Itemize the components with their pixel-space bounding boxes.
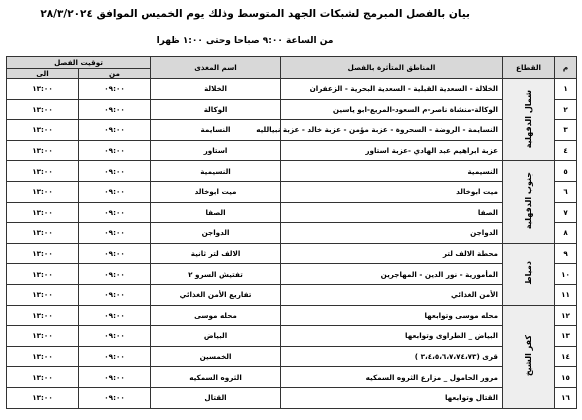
table-row bbox=[7, 79, 577, 100]
row-number: ٨ bbox=[555, 223, 577, 244]
table-row bbox=[7, 202, 577, 223]
row-from: ٠٩:٠٠ bbox=[79, 161, 151, 182]
row-from: ٠٩:٠٠ bbox=[79, 140, 151, 161]
row-areas: قرى (٣،٤،٥،٦،٧،٧٤،٧٣ ) bbox=[281, 346, 503, 367]
sector-label: جنوب الدقهلية bbox=[524, 172, 534, 230]
row-to: ١٣:٠٠ bbox=[7, 99, 79, 120]
row-to: ١٣:٠٠ bbox=[7, 243, 79, 264]
row-feeder: البياض bbox=[151, 326, 281, 347]
row-feeder: الصفا bbox=[151, 202, 281, 223]
table-row bbox=[7, 387, 577, 408]
header-number: م bbox=[555, 57, 577, 79]
row-areas: عزبة ابراهيم عبد الهادي -عزبة استاور bbox=[281, 140, 503, 161]
row-number: ١٣ bbox=[555, 326, 577, 347]
page-title: بيان بالفصل المبرمج لشبكات الجهد المتوسط وذلك يوم الخميس الموافق ٢٨/٣/٢٠٢٤ bbox=[40, 8, 470, 20]
row-to: ١٣:٠٠ bbox=[7, 120, 79, 141]
row-areas: الخلالة - السعدية القبلية - السعدية البحرية - الزعفران bbox=[281, 79, 503, 100]
table-row bbox=[7, 140, 577, 161]
row-to: ١٣:٠٠ bbox=[7, 79, 79, 100]
table-row bbox=[7, 284, 577, 305]
sector-cell bbox=[503, 161, 555, 243]
row-number: ٧ bbox=[555, 202, 577, 223]
row-number: ١٦ bbox=[555, 387, 577, 408]
table-row bbox=[7, 99, 577, 120]
table-row bbox=[7, 243, 577, 264]
header-time: توقيت الفصل bbox=[7, 57, 151, 69]
table-row bbox=[7, 346, 577, 367]
table-row bbox=[7, 305, 577, 326]
row-areas: مرور الحامول _ مزارع الثروه السمكيه bbox=[281, 367, 503, 388]
table-row bbox=[7, 264, 577, 285]
row-number: ٤ bbox=[555, 140, 577, 161]
row-number: ١١ bbox=[555, 284, 577, 305]
row-areas: الصفا bbox=[281, 202, 503, 223]
row-feeder: الخلالة bbox=[151, 79, 281, 100]
row-to: ١٣:٠٠ bbox=[7, 202, 79, 223]
sector-label: شمال الدقهلية bbox=[524, 89, 534, 148]
row-to: ١٣:٠٠ bbox=[7, 367, 79, 388]
row-to: ١٣:٠٠ bbox=[7, 305, 79, 326]
row-to: ١٣:٠٠ bbox=[7, 161, 79, 182]
sector-cell bbox=[503, 79, 555, 161]
row-feeder: القتال bbox=[151, 387, 281, 408]
header-to: الى bbox=[7, 69, 79, 79]
row-from: ٠٩:٠٠ bbox=[79, 181, 151, 202]
row-from: ٠٩:٠٠ bbox=[79, 326, 151, 347]
row-to: ١٣:٠٠ bbox=[7, 346, 79, 367]
row-feeder: استاور bbox=[151, 140, 281, 161]
row-areas: القتال وتوابعها bbox=[281, 387, 503, 408]
row-feeder: محله موسى bbox=[151, 305, 281, 326]
row-number: ٩ bbox=[555, 243, 577, 264]
row-to: ١٣:٠٠ bbox=[7, 140, 79, 161]
table-row bbox=[7, 326, 577, 347]
header-feeder: اسم المغذى bbox=[151, 57, 281, 79]
row-to: ١٣:٠٠ bbox=[7, 181, 79, 202]
row-from: ٠٩:٠٠ bbox=[79, 346, 151, 367]
row-number: ١٥ bbox=[555, 367, 577, 388]
row-feeder: الالف لتر ثانية bbox=[151, 243, 281, 264]
row-from: ٠٩:٠٠ bbox=[79, 99, 151, 120]
row-number: ١ bbox=[555, 79, 577, 100]
row-to: ١٣:٠٠ bbox=[7, 326, 79, 347]
sector-cell bbox=[503, 243, 555, 305]
row-from: ٠٩:٠٠ bbox=[79, 305, 151, 326]
row-number: ١٠ bbox=[555, 264, 577, 285]
row-feeder: الثروه السمكيه bbox=[151, 367, 281, 388]
row-from: ٠٩:٠٠ bbox=[79, 79, 151, 100]
row-feeder: تفتيش السرو ٢ bbox=[151, 264, 281, 285]
outage-table bbox=[6, 56, 577, 409]
row-feeder: الخمسين bbox=[151, 346, 281, 367]
sector-label: كفر الشيخ bbox=[524, 334, 534, 377]
row-number: ١٢ bbox=[555, 305, 577, 326]
row-feeder: ميت ابوخالد bbox=[151, 181, 281, 202]
row-from: ٠٩:٠٠ bbox=[79, 367, 151, 388]
row-feeder: الدواجن bbox=[151, 223, 281, 244]
header-sector: القطاع bbox=[503, 57, 555, 79]
sector-label: دمياط bbox=[524, 261, 534, 285]
page-subtitle: من الساعة ٩:٠٠ صباحا وحتى ١:٠٠ ظهرا bbox=[156, 36, 334, 46]
row-number: ٣ bbox=[555, 120, 577, 141]
row-from: ٠٩:٠٠ bbox=[79, 284, 151, 305]
row-from: ٠٩:٠٠ bbox=[79, 202, 151, 223]
sector-cell bbox=[503, 305, 555, 408]
row-areas: الوكالة-منشاة ناصر-م السعود-المريع-ابو ياسين bbox=[281, 99, 503, 120]
header-areas: المناطق المتأثرة بالفصل bbox=[281, 57, 503, 79]
row-number: ١٤ bbox=[555, 346, 577, 367]
row-areas: الدواجن bbox=[281, 223, 503, 244]
row-areas: الأمن الغذائي bbox=[281, 284, 503, 305]
table-row bbox=[7, 120, 577, 141]
row-from: ٠٩:٠٠ bbox=[79, 264, 151, 285]
row-to: ١٣:٠٠ bbox=[7, 264, 79, 285]
table-row bbox=[7, 181, 577, 202]
row-to: ١٣:٠٠ bbox=[7, 284, 79, 305]
table-row bbox=[7, 223, 577, 244]
row-areas: البياض _ الطراوى وتوابعها bbox=[281, 326, 503, 347]
row-areas: ميت ابوخالد bbox=[281, 181, 503, 202]
row-feeder: النسايمة bbox=[151, 120, 281, 141]
row-feeder: تفاريع الأمن الغذائي bbox=[151, 284, 281, 305]
row-to: ١٣:٠٠ bbox=[7, 223, 79, 244]
row-number: ٢ bbox=[555, 99, 577, 120]
row-areas: المأمورية - نور الدين - المهاجرين bbox=[281, 264, 503, 285]
row-from: ٠٩:٠٠ bbox=[79, 243, 151, 264]
row-areas: محله موسى وتوابعها bbox=[281, 305, 503, 326]
row-from: ٠٩:٠٠ bbox=[79, 223, 151, 244]
row-number: ٥ bbox=[555, 161, 577, 182]
table-row bbox=[7, 367, 577, 388]
row-number: ٦ bbox=[555, 181, 577, 202]
header-from: من bbox=[79, 69, 151, 79]
table-row bbox=[7, 161, 577, 182]
row-areas: النسايمة - الروضة - السحروة - عزبة مؤمن - عزبة خالد - عزبة نبيالليه bbox=[281, 120, 503, 141]
row-feeder: النسيمية bbox=[151, 161, 281, 182]
row-to: ١٣:٠٠ bbox=[7, 387, 79, 408]
row-from: ٠٩:٠٠ bbox=[79, 387, 151, 408]
row-from: ٠٩:٠٠ bbox=[79, 120, 151, 141]
row-feeder: الوكالة bbox=[151, 99, 281, 120]
row-areas: النسيمية bbox=[281, 161, 503, 182]
row-areas: محطة الالف لتر bbox=[281, 243, 503, 264]
